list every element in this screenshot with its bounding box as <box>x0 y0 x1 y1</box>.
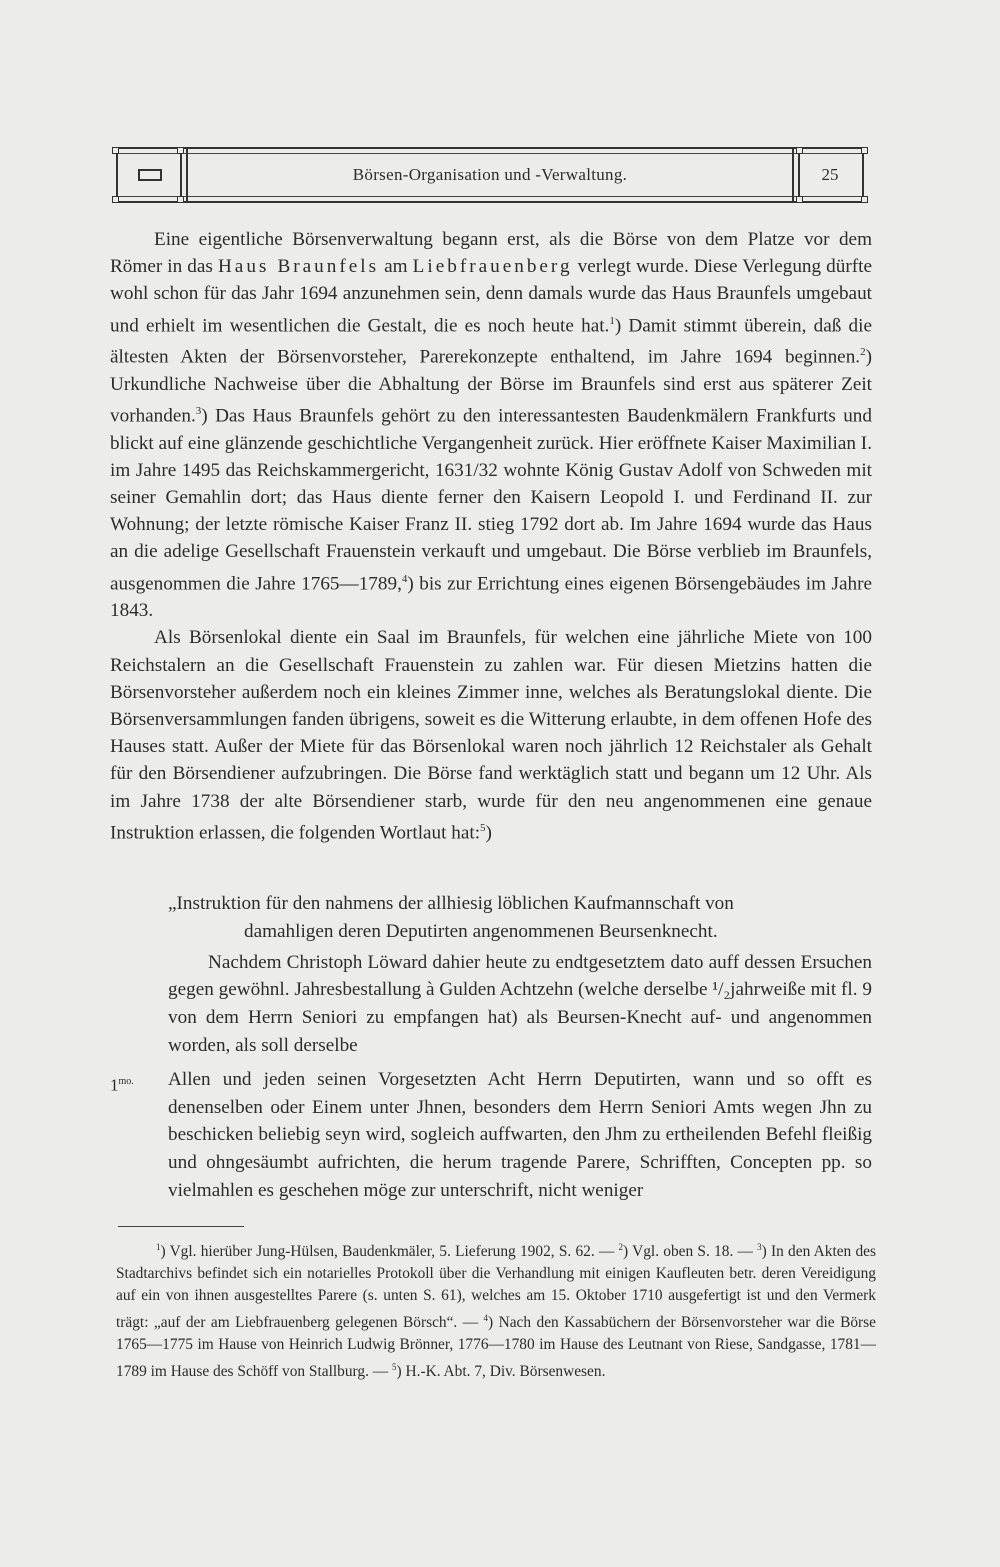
item-marker-suffix: mo. <box>118 1075 134 1087</box>
spaced-text: Haus Braunfels <box>217 256 380 278</box>
page-number: 25 <box>821 165 839 184</box>
footnote-ref: 5 <box>480 821 486 834</box>
text-run: Nachdem Christoph Löward dahier heute zu endtgesetztem dato auff dessen Ersuchen gegen gewöhnl. Jahresbestallung à Gulden Achtzehn (welche derselbe ¹/₂jahrweiße mit fl. 9 von dem Herrn Seniori zu empfangen hat) als Beursen-Knecht auf- und angenommen worden, als soll derselbe <box>168 951 872 1056</box>
paragraph-1 <box>110 226 872 624</box>
header-rule-left <box>116 147 118 203</box>
footnote-block <box>116 1236 876 1383</box>
paragraph-2 <box>110 624 872 846</box>
text-run: ) <box>485 822 492 844</box>
header-corner-ornament <box>796 147 803 154</box>
header-rule-bottom <box>112 201 868 203</box>
footnote-text: ) H.-K. Abt. 7, Div. Börsenwesen. <box>396 1363 606 1381</box>
footnote-number: 3 <box>757 1242 762 1252</box>
header-rule-right <box>862 147 864 203</box>
text-run: verlegt wurde. Diese Verlegung dürfte wohl schon für das Jahr 1694 anzunehmen sein, denn damals wurde das Haus Braunfels umgebaut und erhielt im wesentlichen die Gestalt, die es noch heute hat. <box>110 256 872 336</box>
text-run: ) Urkundliche Nachweise über die Abhaltung der Börse im Braunfels sind erst aus späterer Zeit vorhanden. <box>110 346 872 427</box>
header-corner-ornament <box>112 196 119 203</box>
footnote-divider <box>118 1226 244 1227</box>
quote-title-line-2: damahligen deren Deputirten angenommenen Beursenknecht. <box>244 920 718 942</box>
footnote-number: 4 <box>483 1313 489 1324</box>
header-corner-ornament <box>112 147 119 154</box>
footnote-ref: 2 <box>860 346 866 359</box>
header-corner-ornament <box>177 196 184 203</box>
footnote-ref: 1 <box>609 314 615 327</box>
footnote-number: 5 <box>392 1362 397 1373</box>
footnote-text: ) Vgl. hierüber Jung-Hülsen, Baudenkmäler, 5. Lieferung 1902, S. 62. — <box>160 1243 619 1261</box>
header-rule-top <box>112 147 868 149</box>
quoted-instruction <box>110 890 872 1205</box>
header-rule-divider-left-2 <box>186 147 188 203</box>
header-rule-divider-left <box>180 147 182 203</box>
header-corner-ornament <box>177 147 184 154</box>
text-run: ) Das Haus Braunfels gehört zu den interessantesten Baudenkmälern Frankfurts und blickt auf eine glänzende geschichtliche Vergangenheit zurück. Hier eröffnete Kaiser Maximilian I. im Jahre 1495 das Reichskammergericht, 1631/32 wohnte König Gustav Adolf von Schweden mit seiner Gemahlin dort; das Haus diente ferner den Kaisern Leopold I. und Ferdinand II. zur Wohnung; der letzte römische Kaiser Franz II. stieg 1792 dort ab. Im Jahre 1694 wurde das Haus an die adelige Gesellschaft Frauenstein verkauft und umgebaut. Die Börse verblieb im Braunfels, ausgenommen die Jahre 1765—1789, <box>110 405 872 594</box>
footnote-ref: 3 <box>195 405 202 417</box>
footnote-number: 2 <box>618 1242 624 1252</box>
header-box-ornament <box>138 169 162 181</box>
footnote-text: ) Vgl. oben S. 18. — <box>623 1243 758 1261</box>
footnote-text: ) Nach den Kassabüchern der Börsenvorsteher war die Börse 1765—1775 im Hause von Heinrich Ludwig Brönner, 1776—1780 im Hause des Leutnant von Riese, Sandgasse, 1781—1789 im Hause des Schöff von Stallburg. — <box>116 1314 876 1381</box>
text-run: ) bis zur Errichtung eines eigenen Börsengebäudes im Jahre 1843. <box>110 573 872 622</box>
text-run: am <box>379 256 413 278</box>
header-corner-ornament <box>796 196 803 203</box>
text-run: Als Börsenlokal diente ein Saal im Braunfels, für welchen eine jährliche Miete von 100 Reichstalern an die Gesellschaft Frauenstein zu zahlen war. Für diesen Mietzins hatten die Börsenvorsteher außerdem noch ein kleines Zimmer inne, welches als Beratungslokal diente. Die Börsenversammlungen fanden übrigens, soweit es die Witterung erlaubte, in dem offenen Hofe des Hauses statt. Außer der Miete für das Börsenlokal waren noch jährlich 12 Reichstaler als Gehalt für den Börsendiener aufzubringen. Die Börse fand werktäglich statt und begann um 12 Uhr. Als im Jahre 1738 der alte Börsendiener starb, wurde für den neu angenommenen eine genaue Instruktion erlassen, die folgenden Wortlaut hat: <box>110 627 872 844</box>
main-text <box>110 226 872 846</box>
running-title: Börsen-Organisation und -Verwaltung. <box>352 165 628 184</box>
running-header <box>112 147 868 203</box>
header-corner-ornament <box>861 196 868 203</box>
header-rule-top-inner <box>112 153 868 154</box>
text-run: ) Damit stimmt überein, daß die ältesten Akten der Börsenvorsteher, Parerekonzepte enthaltend, im Jahre 1694 beginnen. <box>110 315 872 368</box>
item-text: Allen und jeden seinen Vorgesetzten Acht Herrn Deputirten, wann und so offt es denenselben oder Einem unter Jhnen, besonders dem Herrn Seniori Amts wegen Jhn zu beschicken beliebig seyn wird, sogleich auffwarten, den Jhm zu ertheilenden Befehl fleißig und ohngesäumbt aufrichten, die herum tragende Parere, Schrifften, Concepten pp. so vielmahlen es geschehen möge zur unterschrift, nicht weniger <box>168 1068 872 1201</box>
footnote-number: 1 <box>156 1242 161 1252</box>
header-rule-bottom-inner <box>112 196 868 197</box>
item-marker-number: 1 <box>110 1075 119 1095</box>
header-rule-divider-right-2 <box>792 147 794 203</box>
footnotes <box>116 1236 876 1383</box>
item-marker <box>110 1068 134 1099</box>
footnote-text: ) In den Akten des Stadtarchivs befindet sich ein notarielles Protokoll über die Verhandlung mit einigen Kaufleuten betr. deren Vereidigung auf ein von ihnen ausgestelltes Parere (s. unten S. 61), welches am 15. Oktober 1710 ausgefertigt ist und den Vermerk trägt: „auf der am Liebfrauenberg gelegenen Börsch“. — <box>116 1243 876 1332</box>
header-rule-divider-right <box>798 147 800 203</box>
quote-item-1 <box>110 1066 872 1205</box>
text-run: Eine eigentliche Börsenverwaltung begann erst, als die Börse von dem Platze vor dem Römer in das <box>110 229 872 278</box>
footnote-ref: 4 <box>401 572 408 585</box>
quote-title-line-1: „Instruktion für den nahmens der allhiesig löblichen Kaufmannschaft von <box>168 893 734 914</box>
quote-paragraph <box>168 949 872 1060</box>
header-corner-ornament <box>861 147 868 154</box>
spaced-text: Liebfrauenberg <box>412 256 573 278</box>
